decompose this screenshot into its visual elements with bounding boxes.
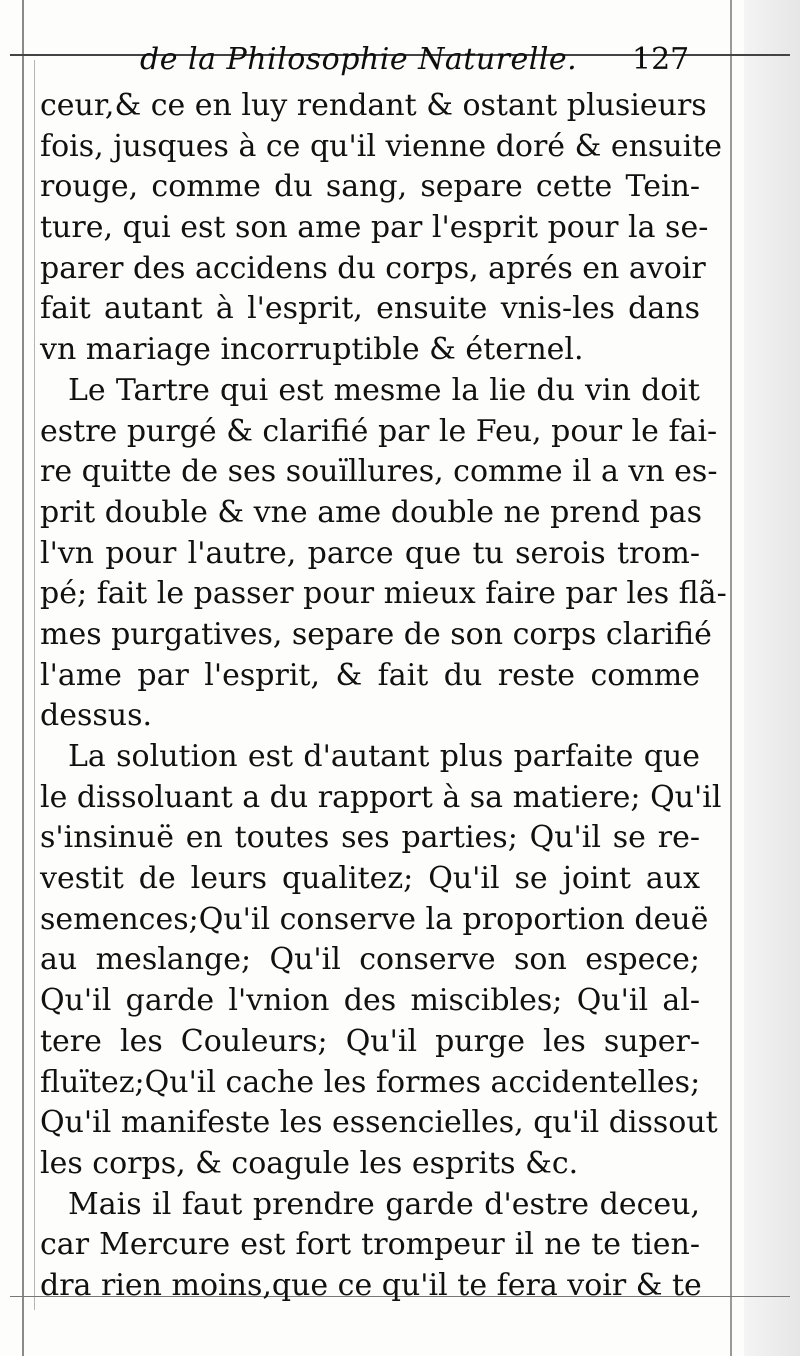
text-line: rouge, comme du sang, separe cette Tein- bbox=[40, 169, 700, 205]
text-line: l'vn pour l'autre, parce que tu serois trom- bbox=[40, 535, 700, 571]
text-line: fois, jusques à ce qu'il vienne doré & ensuite bbox=[40, 128, 723, 164]
text-line: prit double & vne ame double ne prend pas bbox=[40, 494, 702, 530]
text-line: dessus. bbox=[40, 698, 153, 734]
page-header bbox=[0, 42, 710, 82]
text-line: re quitte de ses souïllures, comme il a vn es- bbox=[40, 454, 718, 490]
text-line: estre purgé & clarifié par le Feu, pour le fai- bbox=[40, 413, 718, 449]
text-line: ceur,& ce en luy rendant & ostant plusieurs bbox=[40, 88, 707, 123]
text-line: le dissoluant a du rapport à sa matiere; Qu'il bbox=[40, 779, 722, 815]
next-page-edge bbox=[744, 0, 800, 1356]
running-head: de la Philosophie Naturelle. bbox=[140, 42, 578, 77]
text-line: fait autant à l'esprit, ensuite vnis-les dans bbox=[40, 291, 700, 327]
text-line: Qu'il garde l'vnion des miscibles; Qu'il al- bbox=[40, 983, 700, 1019]
text-line: Mais il faut prendre garde d'estre deceu, bbox=[68, 1186, 700, 1222]
text-line: fluïtez;Qu'il cache les formes accidentelles; bbox=[40, 1064, 701, 1100]
text-line: ture, qui est son ame par l'esprit pour la se- bbox=[40, 210, 709, 246]
page-gutter-line bbox=[22, 0, 24, 1356]
text-line: semences;Qu'il conserve la proportion deuë bbox=[40, 901, 709, 937]
text-line: pé; fait le passer pour mieux faire par les flã- bbox=[40, 576, 727, 612]
text-line: l'ame par l'esprit, & fait du reste comme bbox=[40, 657, 700, 693]
text-line: vn mariage incorruptible & éternel. bbox=[40, 332, 584, 368]
page-number: 127 bbox=[632, 42, 690, 77]
text-line: tere les Couleurs; Qu'il purge les super- bbox=[40, 1023, 700, 1059]
text-line: Qu'il manifeste les essencielles, qu'il dissout bbox=[40, 1105, 718, 1141]
text-line: car Mercure est fort trompeur il ne te tien- bbox=[40, 1227, 700, 1263]
text-line: vestit de leurs qualitez; Qu'il se joint aux bbox=[40, 861, 700, 897]
text-line: les corps, & coagule les esprits &c. bbox=[40, 1145, 579, 1181]
text-line: parer des accidens du corps, aprés en avoir bbox=[40, 250, 706, 286]
text-line: dra rien moins,que ce qu'il te fera voir & te bbox=[40, 1267, 702, 1303]
text-line: La solution est d'autant plus parfaite que bbox=[68, 739, 700, 774]
text-line: s'insinuë en toutes ses parties; Qu'il se re- bbox=[40, 820, 700, 856]
body-text bbox=[40, 86, 727, 1307]
page-edge-line bbox=[730, 0, 732, 1356]
page-gutter-shadow bbox=[34, 60, 35, 1310]
text-line: Le Tartre qui est mesme la lie du vin doit bbox=[68, 372, 700, 408]
text-line: mes purgatives, separe de son corps clarifié bbox=[40, 616, 712, 652]
text-line: au meslange; Qu'il conserve son espece; bbox=[40, 942, 700, 978]
